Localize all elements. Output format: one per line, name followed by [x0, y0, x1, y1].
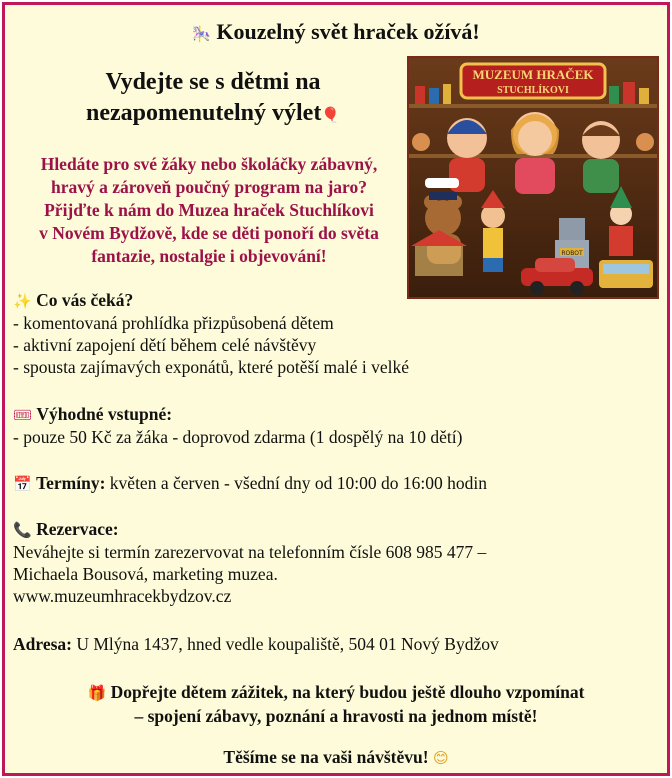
intro-paragraph — [13, 153, 405, 268]
headline-text: Kouzelný svět hraček ožívá! — [216, 19, 480, 44]
dates-text: květen a červen - všední dny od 10:00 do 16:00 hodin — [105, 473, 487, 493]
sparkles-icon: ✨ — [13, 292, 32, 310]
closing-line-2: – spojení zábavy, poznání a hravosti na jednom místě! — [134, 706, 538, 726]
dates-title: Termíny: — [36, 473, 106, 493]
intro-line: fantazie, nostalgie i objevování! — [91, 246, 327, 266]
child-figure-center — [511, 112, 559, 194]
robot-label: ROBOT — [561, 250, 583, 257]
address-text: U Mlýna 1437, hned vedle koupaliště, 504 01 Nový Bydžov — [71, 634, 499, 654]
poster-sign-title: MUZEUM HRAČEK — [472, 67, 594, 82]
poster-sign-subtitle: STUCHLÍKOVI — [497, 85, 569, 96]
reservation-line: Neváhejte si termín zarezervovat na telefonním čísle 608 985 477 – — [13, 542, 487, 562]
gift-icon: 🎁 — [87, 684, 107, 702]
subhead-line-1: Vydejte se s dětmi na — [105, 69, 321, 95]
carousel-horse-icon: 🎠 — [192, 25, 211, 43]
intro-line: Hledáte pro své žáky nebo školáčky zábavný, — [40, 154, 378, 174]
subhead-line-2: nezapomenutelný výlet — [86, 100, 322, 126]
program-item: - aktivní zapojení dětí během celé návštěvy — [13, 335, 317, 355]
thanks-text: Těšíme se na vaši návštěvu! — [223, 747, 429, 767]
admission-title: Výhodné vstupné: — [36, 404, 173, 424]
headline — [5, 19, 667, 45]
thanks-line — [5, 747, 667, 768]
admission-text: - pouze 50 Kč za žáka - doprovod zdarma (1 dospělý na 10 dětí) — [13, 427, 463, 447]
intro-line: Přijďte k nám do Muzea hraček Stuchlíkovi — [44, 200, 374, 220]
sailor-hat — [425, 178, 459, 188]
calendar-icon: 📅 — [13, 475, 32, 493]
admission-section — [13, 403, 653, 448]
subhead — [33, 67, 393, 131]
reservation-section — [13, 518, 653, 607]
program-section — [13, 289, 653, 378]
ticket-icon: 🎟 — [13, 406, 33, 424]
museum-illustration — [407, 56, 659, 299]
balloon-icon: 🎈 — [321, 106, 340, 124]
intro-line: hravý a zároveň poučný program na jaro? — [51, 177, 367, 197]
website-link[interactable]: www.muzeumhracekbydzov.cz — [13, 586, 232, 606]
dates-section — [13, 472, 653, 495]
toy-bus — [599, 260, 653, 288]
program-title: Co vás čeká? — [36, 290, 134, 310]
reservation-line: Michaela Bousová, marketing muzea. — [13, 564, 278, 584]
program-item: - komentovaná prohlídka přizpůsobená dětem — [13, 313, 334, 333]
flyer-frame — [2, 2, 670, 776]
address-section — [13, 633, 653, 655]
closing-message — [5, 681, 667, 728]
closing-line-1: Dopřejte dětem zážitek, na který budou ještě dlouho vzpomínat — [110, 682, 585, 702]
telephone-icon: 📞 — [13, 521, 32, 539]
address-title: Adresa: — [13, 634, 72, 654]
intro-line: v Novém Bydžově, kde se děti ponoří do světa — [39, 223, 379, 243]
smiley-icon: 😊 — [432, 749, 449, 767]
program-item: - spousta zajímavých exponátů, které potěší malé i velké — [13, 357, 410, 377]
reservation-title: Rezervace: — [36, 519, 119, 539]
